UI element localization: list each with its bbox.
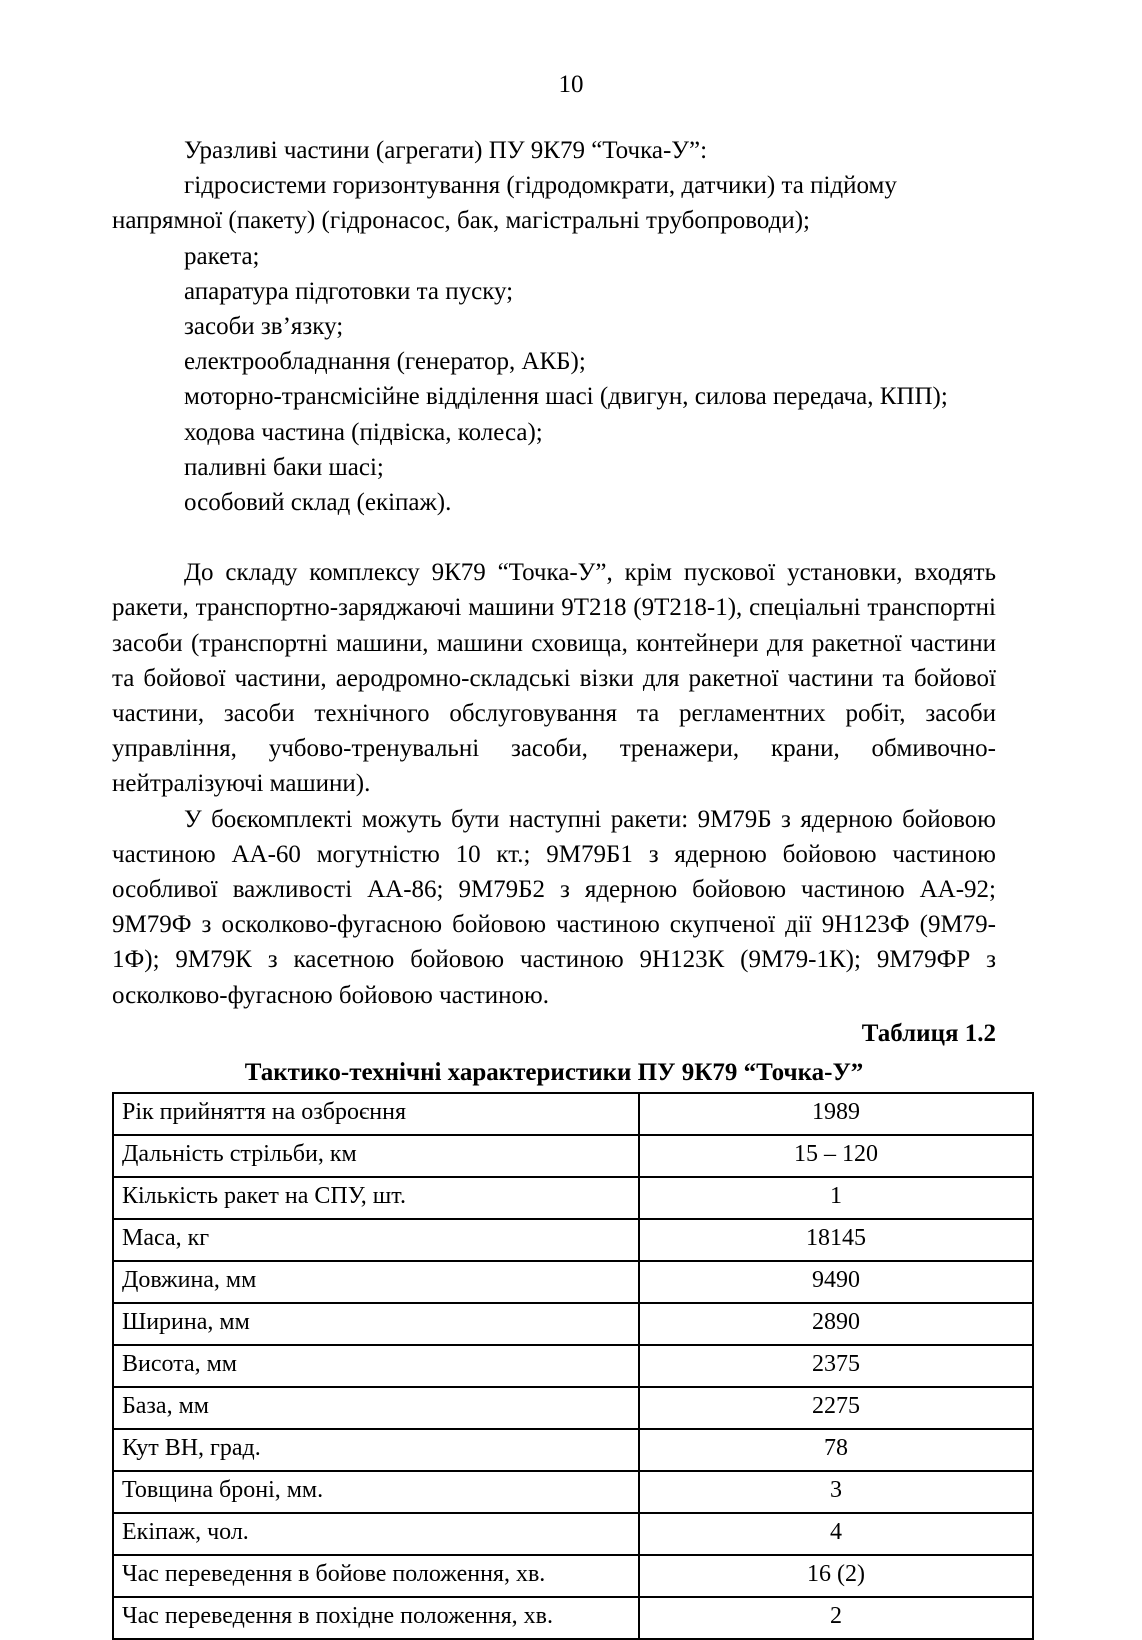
page-number: 10: [558, 71, 584, 98]
vulnerable-parts-item: засоби зв’язку;: [184, 313, 344, 341]
table-cell-value: 2375: [639, 1345, 1033, 1387]
table-row: [113, 1387, 1033, 1429]
table-cell-param: Висота, мм: [113, 1345, 639, 1387]
vulnerable-parts-item: апаратура підготовки та пуску;: [184, 277, 514, 305]
table-cell-value: 15 – 120: [639, 1135, 1033, 1177]
complex-composition-paragraph: До складу комплексу 9К79 “Точка-У”, крім пускової установки, входять ракети, транспортно-заряджаючі машини 9Т218 (9Т218-1), спеціальні транспортні засоби (транспортні машини, машини сховища, контейнери для ракетної частини та бойової частини, аеродромно-складські візки для ракетної частини та бойової частини, засоби технічного обслуговування та регламентних робіт, засоби управління, учбово-тренувальні засоби, тренажери, крани, обмивочно-нейтралізуючі машини).: [112, 559, 996, 798]
specifications-table: [112, 1092, 1034, 1640]
table-cell-param: Екіпаж, чол.: [113, 1513, 639, 1555]
table-cell-value: 3: [639, 1471, 1033, 1513]
table-cell-param: Кут ВН, град.: [113, 1429, 639, 1471]
vulnerable-parts-item: особовий склад (екіпаж).: [184, 489, 452, 517]
table-body: [113, 1093, 1033, 1639]
table-cell-value: 1989: [639, 1093, 1033, 1135]
table-label: Таблиця 1.2: [861, 1019, 996, 1047]
vulnerable-parts-item: ракета;: [184, 242, 260, 270]
table-cell-value: 18145: [639, 1219, 1033, 1261]
vulnerable-parts-item: моторно-трансмісійне відділення шасі (двигун, силова передача, КПП);: [184, 383, 948, 411]
table-cell-value: 2: [639, 1597, 1033, 1639]
table-cell-value: 16 (2): [639, 1555, 1033, 1597]
table-row: [113, 1345, 1033, 1387]
table-cell-param: Дальність стрільби, км: [113, 1135, 639, 1177]
table-row: [113, 1135, 1033, 1177]
table-cell-param: База, мм: [113, 1387, 639, 1429]
table-cell-value: 9490: [639, 1261, 1033, 1303]
table-cell-param: Рік прийняття на озброєння: [113, 1093, 639, 1135]
table-cell-value: 1: [639, 1177, 1033, 1219]
table-row: [113, 1177, 1033, 1219]
table-row: [113, 1513, 1033, 1555]
table-row: [113, 1093, 1033, 1135]
table-row: [113, 1555, 1033, 1597]
ammunition-paragraph: У боєкомплекті можуть бути наступні ракети: 9М79Б з ядерною бойовою частиною АА-60 могутністю 10 кт.; 9М79Б1 з ядерною бойовою частиною особливої важливості АА-86; 9М79Б2 з ядерною бойовою частиною АА-92; 9М79Ф з осколково-фугасною бойовою частиною скупченої дії 9Н123Ф (9М79-1Ф); 9М79К з касетною бойовою частиною 9Н123К (9М79-1К); 9М79ФР з осколково-фугасною бойовою частиною.: [112, 805, 996, 1009]
table-cell-param: Товщина броні, мм.: [113, 1471, 639, 1513]
table-row: [113, 1429, 1033, 1471]
vulnerable-parts-item: гідросистеми горизонтування (гідродомкрати, датчики) та підйому напрямної (пакету) (гідронасос, бак, магістральні трубопроводи);: [112, 172, 897, 235]
table-title: Тактико-технічні характеристики ПУ 9К79 “Точка-У”: [244, 1058, 864, 1086]
page-content: [112, 133, 996, 1640]
table-cell-param: Ширина, мм: [113, 1303, 639, 1345]
table-cell-param: Час переведення в похідне положення, хв.: [113, 1597, 639, 1639]
table-cell-value: 4: [639, 1513, 1033, 1555]
table-cell-param: Маса, кг: [113, 1219, 639, 1261]
table-row: [113, 1303, 1033, 1345]
vulnerable-parts-heading: Уразливі частини (агрегати) ПУ 9К79 “Точка-У”:: [184, 137, 708, 164]
table-cell-value: 78: [639, 1429, 1033, 1471]
table-row: [113, 1471, 1033, 1513]
table-cell-param: Час переведення в бойове положення, хв.: [113, 1555, 639, 1597]
paragraph-spacer: [112, 520, 996, 555]
table-row: [113, 1597, 1033, 1639]
table-cell-param: Кількість ракет на СПУ, шт.: [113, 1177, 639, 1219]
vulnerable-parts-item: ходова частина (підвіска, колеса);: [184, 418, 543, 446]
table-cell-value: 2275: [639, 1387, 1033, 1429]
table-row: [113, 1219, 1033, 1261]
vulnerable-parts-item: паливні баки шасі;: [184, 453, 384, 481]
vulnerable-parts-item: електрообладнання (генератор, АКБ);: [184, 348, 586, 376]
table-cell-value: 2890: [639, 1303, 1033, 1345]
table-cell-param: Довжина, мм: [113, 1261, 639, 1303]
table-row: [113, 1261, 1033, 1303]
